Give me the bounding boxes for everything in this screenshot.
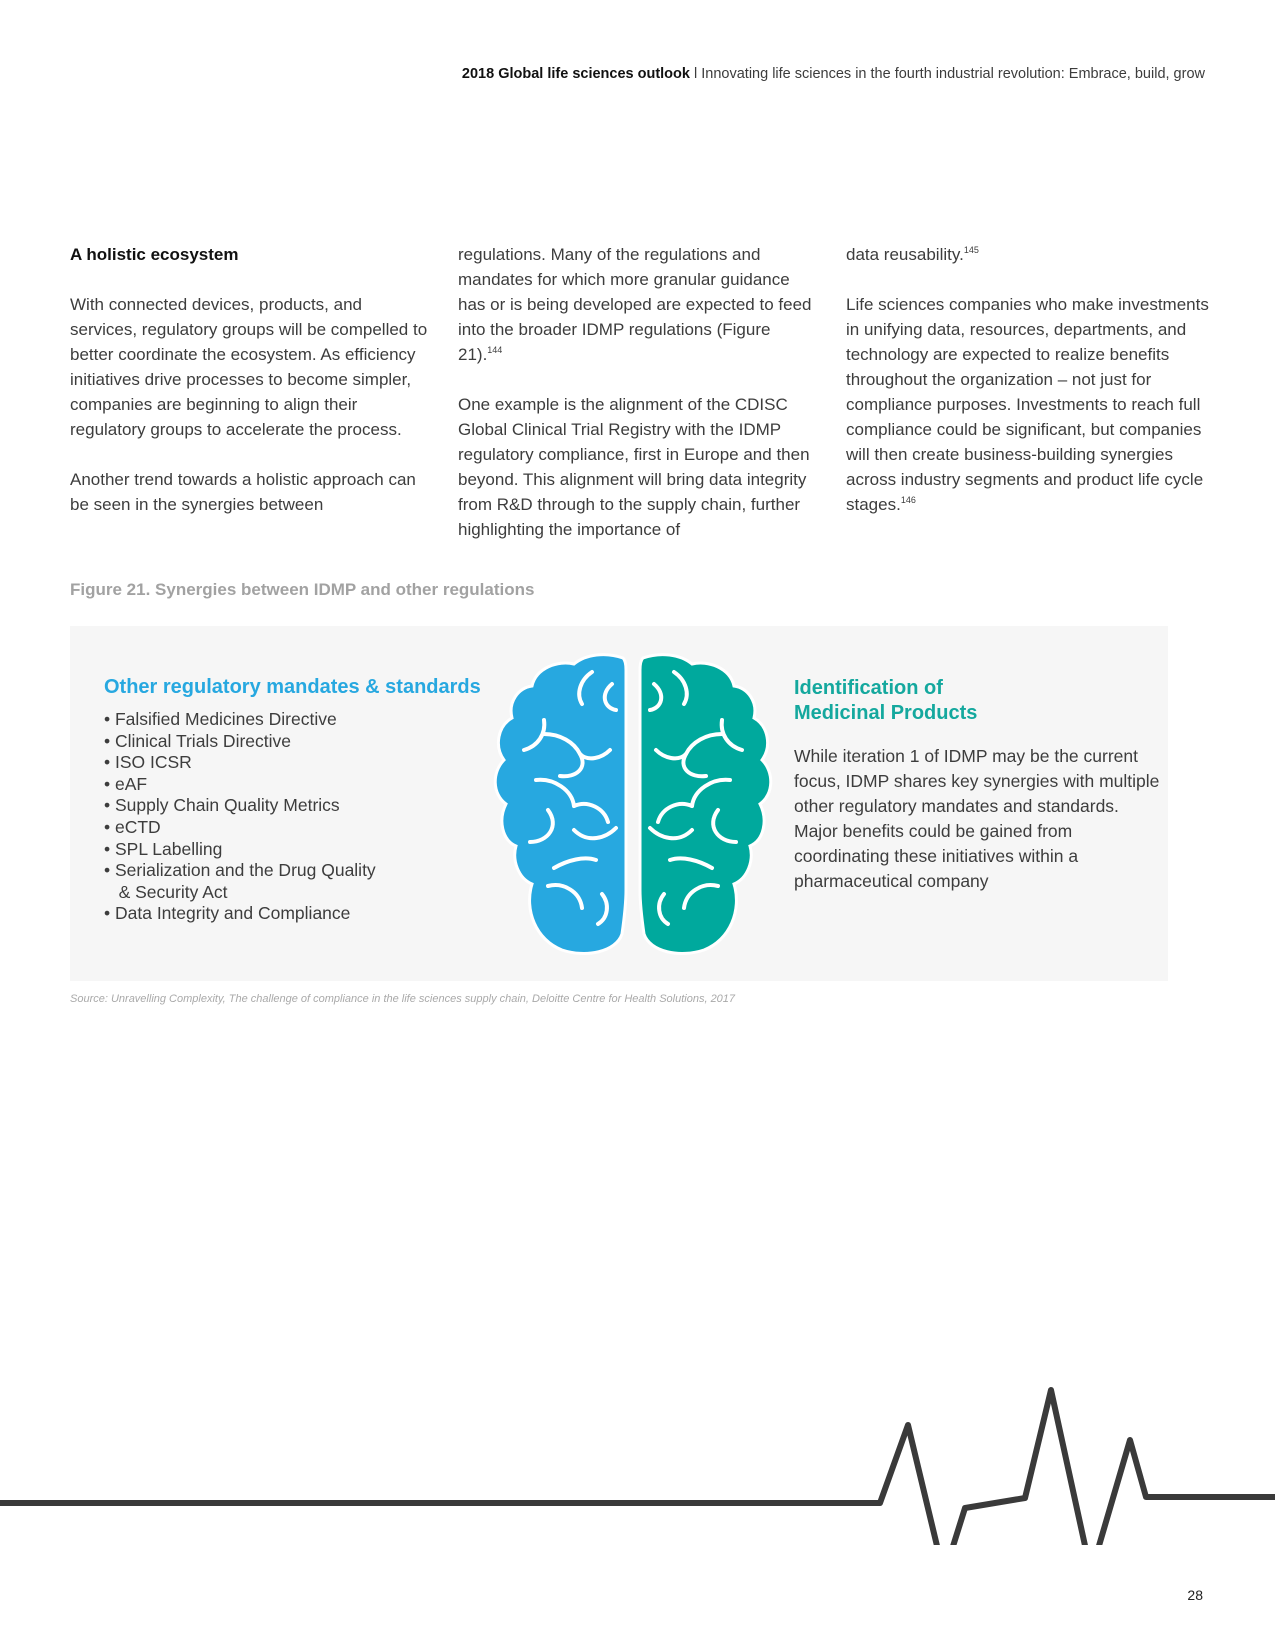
column-3 bbox=[846, 242, 1216, 542]
footnote-ref-144: 144 bbox=[487, 345, 503, 355]
col2-paragraph-2: One example is the alignment of the CDISC Global Clinical Trial Registry with the IDMP regulatory compliance, first in Europe and then beyond. This alignment will bring data integrity from R&D through to the supply chain, further highlighting the importance of bbox=[458, 395, 810, 539]
footnote-ref-146: 146 bbox=[900, 495, 916, 505]
col3-paragraph-1-text: data reusability. bbox=[846, 245, 964, 264]
regulation-list bbox=[104, 709, 376, 925]
column-1 bbox=[70, 242, 430, 542]
col3-paragraph-1 bbox=[846, 242, 1216, 267]
brain-right-hemisphere bbox=[640, 655, 771, 954]
figure-left-heading: Other regulatory mandates & standards bbox=[104, 676, 481, 698]
col3-paragraph-2 bbox=[846, 292, 1216, 517]
list-item: • Data Integrity and Compliance bbox=[104, 903, 351, 924]
list-item: • ISO ICSR bbox=[104, 752, 192, 773]
header-title: 2018 Global life sciences outlook bbox=[461, 66, 690, 82]
brain-icon bbox=[488, 650, 778, 960]
list-item: • eAF bbox=[104, 773, 148, 794]
header-subtitle: Innovating life sciences in the fourth industrial revolution: Embrace, build, grow bbox=[701, 66, 1205, 82]
list-item: • Serialization and the Drug Quality bbox=[104, 860, 376, 881]
figure-title: Figure 21. Synergies between IDMP and other regulations bbox=[70, 580, 535, 599]
list-item: • Clinical Trials Directive bbox=[104, 730, 291, 751]
col2-paragraph-1 bbox=[458, 242, 818, 367]
col2-paragraph-1-text: regulations. Many of the regulations and mandates for which more granular guidance has or is being developed are expected to feed into the broader IDMP regulations (Figure 21). bbox=[458, 245, 812, 364]
footnote-ref-145: 145 bbox=[963, 245, 979, 255]
header-separator: l bbox=[689, 66, 702, 82]
list-item: • Supply Chain Quality Metrics bbox=[104, 795, 340, 816]
figure-right-body: While iteration 1 of IDMP may be the current focus, IDMP shares key synergies with multiple other regulatory mandates and standards. Major benefits could be gained from coordinating these initiatives within a pharmaceutical company bbox=[794, 746, 1160, 891]
list-item: • eCTD bbox=[104, 816, 161, 837]
figure-right-heading-line-1: Identification of bbox=[794, 677, 943, 699]
column-2 bbox=[458, 242, 818, 567]
list-item: • SPL Labelling bbox=[104, 838, 223, 859]
list-item: & Security Act bbox=[104, 881, 228, 902]
brain-left-hemisphere bbox=[495, 655, 626, 954]
running-header bbox=[462, 66, 1205, 82]
list-item: • Falsified Medicines Directive bbox=[104, 709, 337, 729]
figure-right-heading-line-2: Medicinal Products bbox=[794, 702, 978, 724]
col1-paragraph-1: With connected devices, products, and services, regulatory groups will be compelled to better coordinate the ecosystem. As efficiency initiatives drive processes to become simpler, companies are beginning to align their regulatory groups to accelerate the process. bbox=[70, 295, 428, 439]
col1-paragraph-2: Another trend towards a holistic approach can be seen in the synergies between bbox=[70, 470, 416, 514]
heartbeat-line-graphic bbox=[0, 1375, 1275, 1545]
figure-source: Source: Unravelling Complexity, The challenge of compliance in the life sciences supply chain, Deloitte Centre for Health Solutions, 2017 bbox=[70, 993, 736, 1005]
page-number: 28 bbox=[1187, 1587, 1203, 1603]
section-heading: A holistic ecosystem bbox=[70, 245, 239, 264]
col3-paragraph-2-text: Life sciences companies who make investments in unifying data, resources, departments, and technology are expected to realize benefits throughout the organization – not just for compliance purposes. Investments to reach full compliance could be significant, but companies will then create business-building synergies across industry segments and product life cycle stages. bbox=[846, 295, 1209, 514]
figure-right-heading bbox=[794, 676, 1034, 726]
